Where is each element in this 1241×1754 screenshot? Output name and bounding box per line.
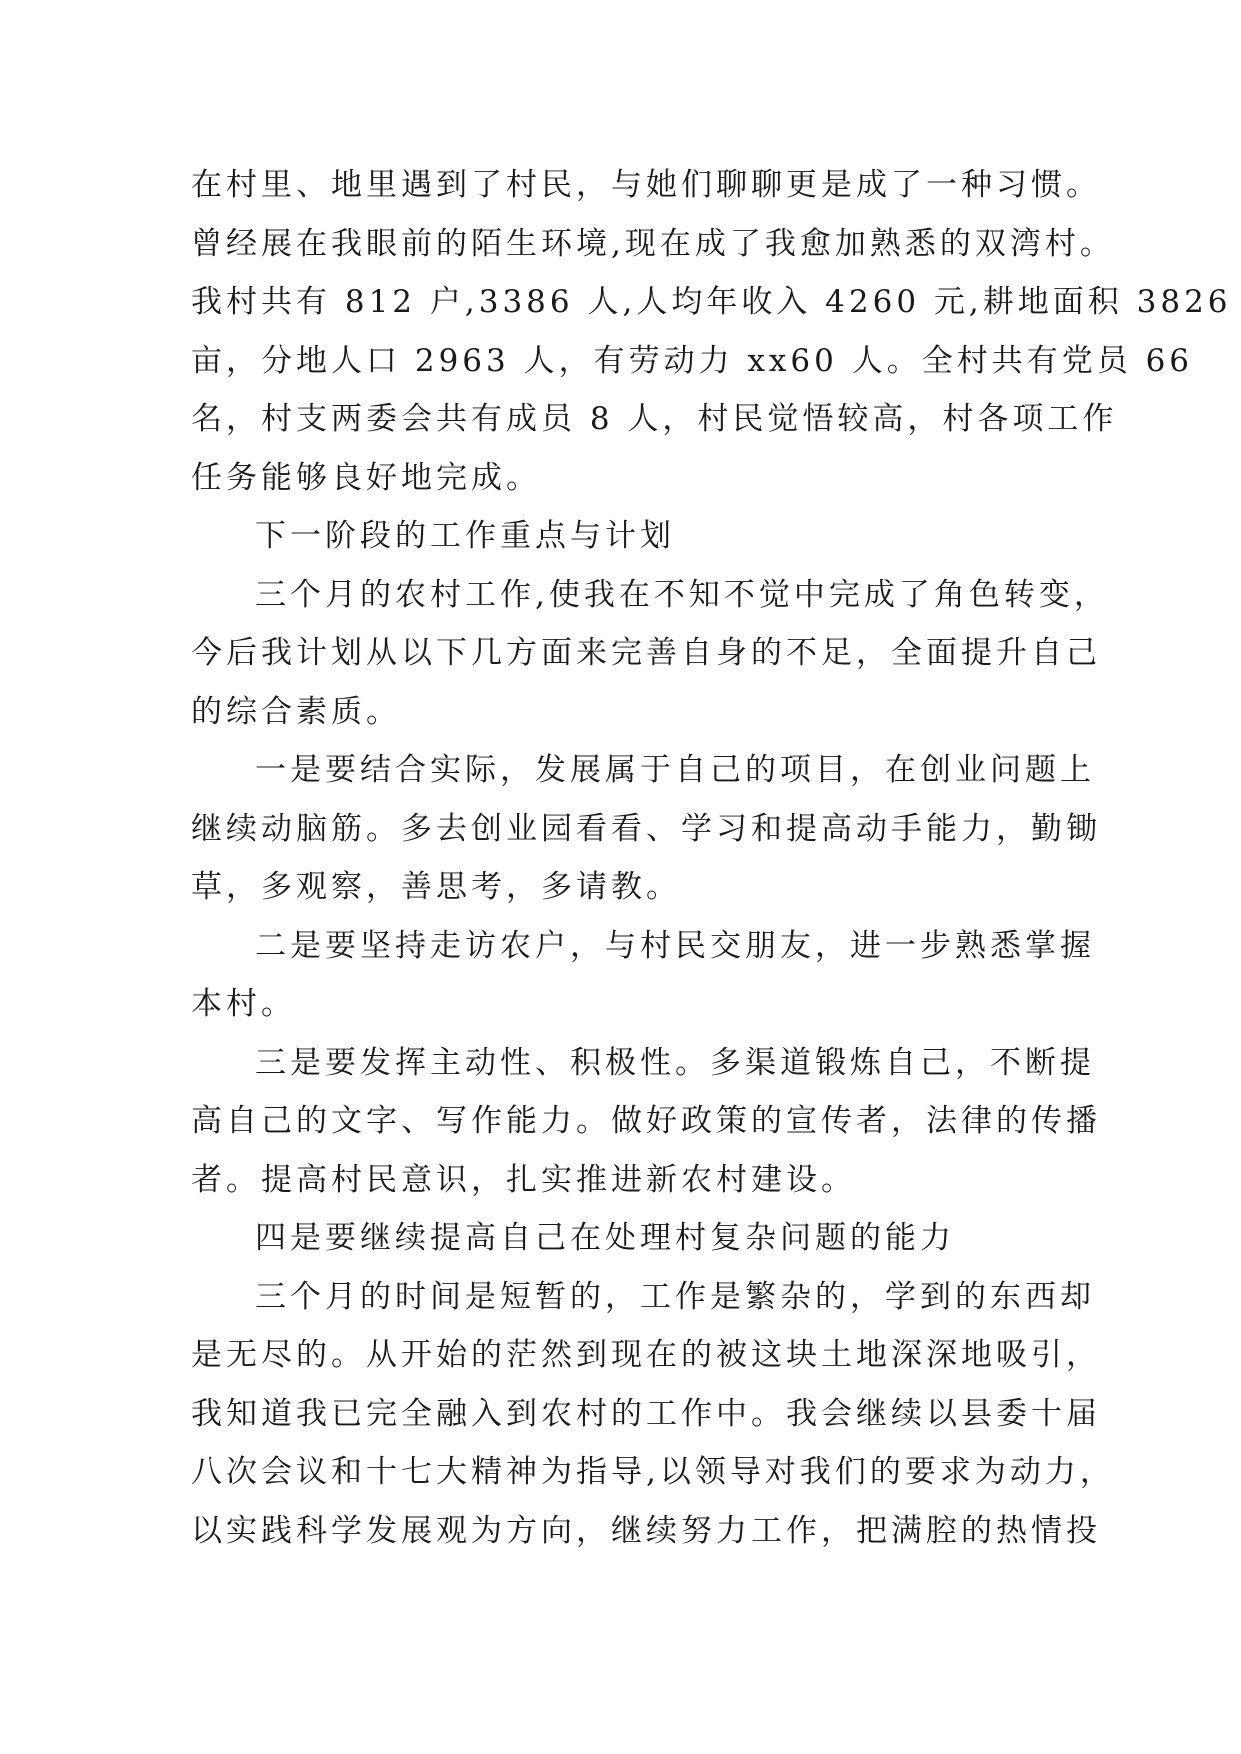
text-line: 以实践科学发展观为方向，继续努力工作，把满腔的热情投 [191,1512,1101,1549]
text-line: 任务能够良好地完成。 [191,459,541,496]
text-line: 三是要发挥主动性、积极性。多渠道锻炼自己，不断提 [255,1044,1095,1081]
text-line: 八次会议和十七大精神为指导,以领导对我们的要求为动力， [191,1454,1115,1490]
text-line: 今后我计划从以下几方面来完善自身的不足，全面提升自己 [191,635,1101,671]
text-line: 亩，分地人口 2963 人，有劳动力 xx60 人。全村共有党员 66 [191,342,1194,379]
text-line: 者。提高村民意识，扎实推进新农村建设。 [191,1161,856,1198]
text-line: 一是要结合实际，发展属于自己的项目，在创业问题上 [255,752,1095,788]
text-line: 二是要坚持走访农户，与村民交朋友，进一步熟悉掌握 [255,927,1095,964]
section-heading: 下一阶段的工作重点与计划 [255,518,675,554]
text-line: 名，村支两委会共有成员 8 人，村民觉悟较高，村各项工作 [191,401,1118,437]
text-line: 本村。 [191,986,296,1022]
text-line: 草，多观察，善思考，多请教。 [191,869,681,905]
text-line: 是无尽的。从开始的茫然到现在的被这块土地深深地吸引， [191,1337,1101,1373]
text-line: 的综合素质。 [191,693,401,730]
document-body [191,156,1232,1560]
text-line: 曾经展在我眼前的陌生环境,现在成了我愈加熟悉的双湾村。 [191,225,1115,262]
text-line: 我村共有 812 户,3386 人,人均年收入 4260 元,耕地面积 3826 [191,284,1232,320]
text-line: 三个月的时间是短暂的，工作是繁杂的，学到的东西却 [255,1278,1095,1315]
text-line: 在村里、地里遇到了村民，与她们聊聊更是成了一种习惯。 [191,167,1101,203]
text-line: 高自己的文字、写作能力。做好政策的宣传者，法律的传播 [191,1103,1101,1139]
text-line: 三个月的农村工作,使我在不知不觉中完成了角色转变， [255,576,1109,613]
text-line: 四是要继续提高自己在处理村复杂问题的能力 [255,1220,955,1256]
text-line: 我知道我已完全融入到农村的工作中。我会继续以县委十届 [191,1395,1101,1432]
text-line: 继续动脑筋。多去创业园看看、学习和提高动手能力，勤锄 [191,810,1101,847]
